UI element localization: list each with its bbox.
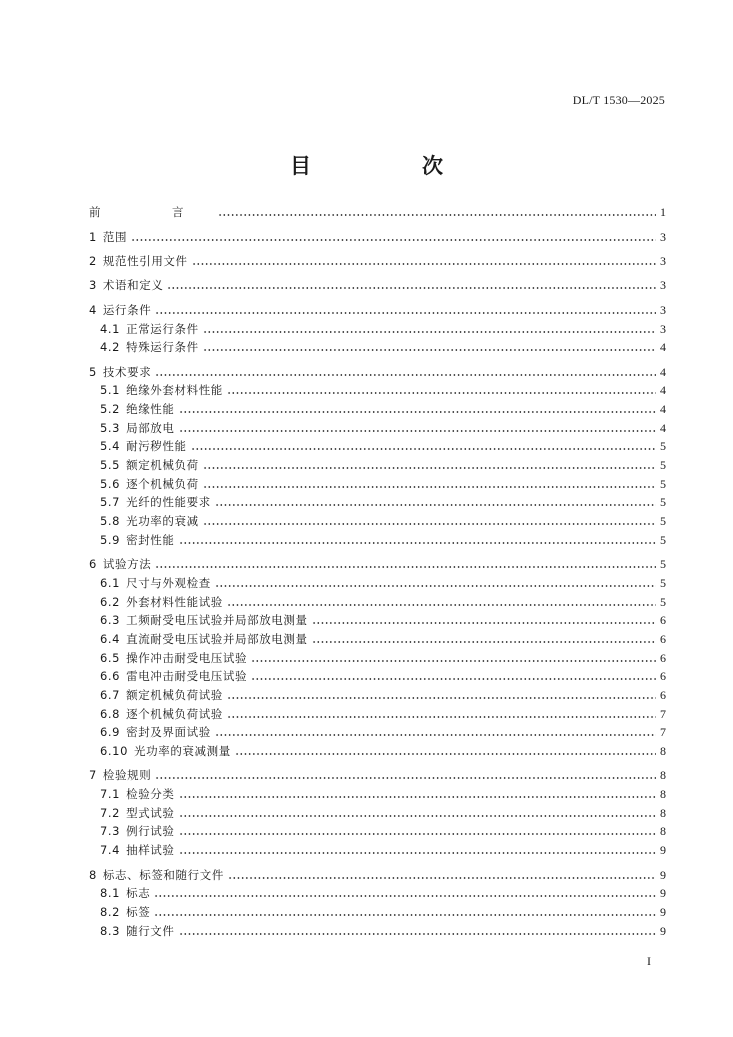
toc-entry[interactable] xyxy=(89,381,666,400)
toc-entry-page: 9 xyxy=(660,923,666,938)
toc-entry-page: 1 xyxy=(660,205,666,220)
toc-entry-number: 5.4 xyxy=(100,439,121,454)
dot-leader xyxy=(227,696,656,700)
toc-entry-title: 额定机械负荷 xyxy=(126,458,199,473)
toc-entry-page: 4 xyxy=(660,364,666,379)
toc-entry-label xyxy=(100,707,223,721)
toc-entry-label xyxy=(100,824,175,838)
toc-entry-title: 绝缘外套材料性能 xyxy=(126,383,223,398)
toc-entry-title: 额定机械负荷试验 xyxy=(126,687,223,702)
toc-entry-label xyxy=(89,230,127,244)
toc-entry[interactable] xyxy=(89,362,666,381)
toc-entry-number: 6.3 xyxy=(100,613,121,628)
toc-entry-page: 9 xyxy=(660,904,666,919)
toc-entry-label xyxy=(100,688,223,702)
toc-entry-label xyxy=(100,458,199,472)
toc-entry-number: 2 xyxy=(89,254,97,269)
toc-entry-number: 5.1 xyxy=(100,383,121,398)
toc-entry-page: 5 xyxy=(660,476,666,491)
toc-entry-number: 5.3 xyxy=(100,420,121,435)
toc-entry-title: 光功率的衰减测量 xyxy=(134,744,231,759)
toc-entry-label xyxy=(100,744,231,758)
toc-entry-number: 6.8 xyxy=(100,706,121,721)
toc-entry[interactable] xyxy=(89,227,666,246)
dot-leader xyxy=(179,795,657,799)
toc-entry-title: 直流耐受电压试验并局部放电测量 xyxy=(126,631,308,646)
dot-leader xyxy=(203,522,656,526)
toc-entry[interactable] xyxy=(89,301,666,320)
toc-entry-number: 6.7 xyxy=(100,687,121,702)
dot-leader xyxy=(312,621,656,625)
toc-entry-label xyxy=(89,254,188,268)
toc-entry-label xyxy=(100,843,175,857)
toc-entry[interactable] xyxy=(89,742,666,761)
dot-leader xyxy=(251,659,656,663)
toc-entry-title: 标志 xyxy=(126,886,151,901)
toc-entry[interactable] xyxy=(89,493,666,512)
toc-entry-label xyxy=(89,205,214,219)
toc-entry-number: 6.6 xyxy=(100,669,121,684)
toc-entry-page: 5 xyxy=(660,557,666,572)
toc-entry-title: 标志、标签和随行文件 xyxy=(102,867,224,882)
toc-entry-label xyxy=(89,557,151,571)
dot-leader xyxy=(155,311,656,315)
toc-entry-number: 6.2 xyxy=(100,594,121,609)
toc-entry[interactable] xyxy=(89,704,666,723)
toc-entry[interactable] xyxy=(89,630,666,649)
toc-entry[interactable] xyxy=(89,418,666,437)
toc-entry-label xyxy=(100,905,150,919)
toc-entry-number: 6.4 xyxy=(100,631,121,646)
toc-entry-title: 试验方法 xyxy=(102,557,152,572)
dot-leader xyxy=(227,715,656,719)
toc-entry[interactable] xyxy=(89,667,666,686)
toc-entry-label xyxy=(100,725,211,739)
toc-entry-label xyxy=(100,533,175,547)
toc-entry-number: 6.9 xyxy=(100,725,121,740)
toc-entry-label xyxy=(89,303,151,317)
toc-entry-number: 7.4 xyxy=(100,843,121,858)
toc-entry-title: 操作冲击耐受电压试验 xyxy=(126,650,248,665)
toc-entry[interactable] xyxy=(89,648,666,667)
toc-entry[interactable] xyxy=(89,319,666,338)
toc-entry[interactable] xyxy=(89,592,666,611)
toc-entry[interactable] xyxy=(89,803,666,822)
toc-entry-page: 8 xyxy=(660,824,666,839)
toc-entry-title: 抽样试验 xyxy=(126,843,175,858)
toc-entry-number: 4.1 xyxy=(100,321,121,336)
toc-entry-title: 外套材料性能试验 xyxy=(126,594,223,609)
toc-entry-label xyxy=(100,421,175,435)
toc-entry-title: 前 言 xyxy=(89,205,214,220)
toc-entry-title: 工频耐受电压试验并局部放电测量 xyxy=(126,613,308,628)
dot-leader xyxy=(312,640,656,644)
dot-leader xyxy=(203,330,656,334)
toc-entry-page: 5 xyxy=(660,514,666,529)
dot-leader xyxy=(179,429,657,433)
toc-entry-title: 密封性能 xyxy=(126,532,175,547)
dot-leader xyxy=(191,447,656,451)
toc-entry-page: 5 xyxy=(660,594,666,609)
toc-entry[interactable] xyxy=(89,723,666,742)
toc-entry-title: 检验规则 xyxy=(102,768,152,783)
toc-entry-label xyxy=(100,669,247,683)
toc-entry-title: 雷电冲击耐受电压试验 xyxy=(126,669,248,684)
toc-entry-page: 5 xyxy=(660,439,666,454)
toc-entry-title: 特殊运行条件 xyxy=(126,340,199,355)
dot-leader xyxy=(179,410,657,414)
toc-entry-page: 6 xyxy=(660,613,666,628)
dot-leader xyxy=(203,466,656,470)
toc-entry-page: 6 xyxy=(660,650,666,665)
toc-entry[interactable] xyxy=(89,903,666,922)
toc-entry-label xyxy=(100,495,211,509)
dot-leader xyxy=(215,584,656,588)
toc-entry[interactable] xyxy=(89,611,666,630)
toc-entry-page: 3 xyxy=(660,229,666,244)
toc-entry-title: 运行条件 xyxy=(102,302,152,317)
toc-entry-title: 绝缘性能 xyxy=(126,401,175,416)
toc-entry-page: 4 xyxy=(660,401,666,416)
toc-entry-label xyxy=(100,402,175,416)
toc-entry-page: 4 xyxy=(660,383,666,398)
toc-entry-number: 5.6 xyxy=(100,476,121,491)
toc-entry-number: 8.3 xyxy=(100,923,121,938)
toc-entry-number: 5.8 xyxy=(100,514,121,529)
toc-entry[interactable] xyxy=(89,203,666,222)
toc-entry-title: 尺寸与外观检查 xyxy=(126,575,211,590)
toc-entry[interactable] xyxy=(89,400,666,419)
toc-entry-number: 5.2 xyxy=(100,401,121,416)
toc-entry-title: 随行文件 xyxy=(126,923,175,938)
toc-entry-page: 3 xyxy=(660,278,666,293)
toc-entry-page: 4 xyxy=(660,420,666,435)
dot-leader xyxy=(155,373,656,377)
toc-entry-number: 6.5 xyxy=(100,650,121,665)
dot-leader xyxy=(154,894,656,898)
toc-entry[interactable] xyxy=(89,512,666,531)
dot-leader xyxy=(218,213,657,217)
toc-entry-title: 耐污秽性能 xyxy=(126,439,187,454)
toc-entry-page: 6 xyxy=(660,631,666,646)
toc-entry-number: 5.5 xyxy=(100,458,121,473)
toc-entry-number: 6 xyxy=(89,557,97,572)
toc-entry-label xyxy=(89,768,151,782)
toc-entry-title: 范围 xyxy=(102,229,128,244)
toc-entry-page: 9 xyxy=(660,843,666,858)
dot-leader xyxy=(227,391,656,395)
toc-entry[interactable] xyxy=(89,785,666,804)
toc-entry-page: 9 xyxy=(660,886,666,901)
toc-entry-label xyxy=(100,340,199,354)
toc-entry[interactable] xyxy=(89,865,666,884)
toc-entry-number: 8.1 xyxy=(100,886,121,901)
toc-entry-label xyxy=(89,868,224,882)
dot-leader xyxy=(155,776,656,780)
toc-entry[interactable] xyxy=(89,822,666,841)
toc-entry-title: 逐个机械负荷试验 xyxy=(126,706,223,721)
dot-leader xyxy=(251,677,656,681)
toc-entry-title: 正常运行条件 xyxy=(126,321,199,336)
toc-entry-label xyxy=(100,477,199,491)
toc-entry[interactable] xyxy=(89,686,666,705)
toc-entry-number: 3 xyxy=(89,278,97,293)
dot-leader xyxy=(227,603,656,607)
toc-entry-page: 5 xyxy=(660,575,666,590)
toc-entry-number: 7 xyxy=(89,768,97,783)
dot-leader xyxy=(203,348,656,352)
toc-entry-label xyxy=(100,886,150,900)
toc-entry-number: 5.7 xyxy=(100,495,121,510)
toc-entry-title: 技术要求 xyxy=(102,364,152,379)
toc-entry-label xyxy=(89,278,163,292)
toc-entry-label xyxy=(100,576,211,590)
dot-leader xyxy=(235,752,656,756)
toc-entry-number: 8.2 xyxy=(100,904,121,919)
dot-leader xyxy=(179,814,657,818)
toc-entry-label xyxy=(100,383,223,397)
page-title: 目 次 xyxy=(290,154,488,178)
toc-entry-page: 8 xyxy=(660,805,666,820)
toc-entry-title: 型式试验 xyxy=(126,805,175,820)
toc-entry-number: 7.2 xyxy=(100,805,121,820)
toc-entry[interactable] xyxy=(89,338,666,357)
dot-leader xyxy=(179,851,657,855)
dot-leader xyxy=(154,913,656,917)
toc-entry-title: 局部放电 xyxy=(126,420,175,435)
table-of-contents xyxy=(89,203,666,940)
toc-entry-number: 6.1 xyxy=(100,575,121,590)
toc-entry-page: 3 xyxy=(660,302,666,317)
toc-entry-label xyxy=(100,514,199,528)
toc-entry[interactable] xyxy=(89,841,666,860)
dot-leader xyxy=(228,876,656,880)
toc-entry-page: 5 xyxy=(660,532,666,547)
dot-leader xyxy=(155,565,656,569)
toc-entry-title: 密封及界面试验 xyxy=(126,725,211,740)
toc-entry-number: 7.3 xyxy=(100,824,121,839)
dot-leader xyxy=(131,238,656,242)
toc-entry-page: 9 xyxy=(660,867,666,882)
toc-entry-title: 术语和定义 xyxy=(102,278,164,293)
toc-entry-label xyxy=(100,632,308,646)
toc-entry-page: 8 xyxy=(660,768,666,783)
toc-entry[interactable] xyxy=(89,530,666,549)
toc-entry[interactable] xyxy=(89,252,666,271)
dot-leader xyxy=(192,262,656,266)
dot-leader xyxy=(179,541,657,545)
toc-entry-title: 检验分类 xyxy=(126,787,175,802)
toc-entry-page: 8 xyxy=(660,787,666,802)
toc-entry-label xyxy=(100,651,247,665)
document-code: DL/T 1530—2025 xyxy=(572,93,665,107)
dot-leader xyxy=(167,286,656,290)
toc-entry-label xyxy=(100,595,223,609)
toc-entry-page: 6 xyxy=(660,669,666,684)
toc-entry-number: 4.2 xyxy=(100,340,121,355)
toc-entry-label xyxy=(89,365,151,379)
toc-entry-page: 7 xyxy=(660,725,666,740)
toc-entry[interactable] xyxy=(89,766,666,785)
toc-entry-page: 6 xyxy=(660,687,666,702)
toc-entry-title: 逐个机械负荷 xyxy=(126,476,199,491)
toc-entry-label xyxy=(100,322,199,336)
toc-entry-number: 8 xyxy=(89,867,97,882)
toc-entry-number: 5.9 xyxy=(100,532,121,547)
toc-entry-title: 规范性引用文件 xyxy=(102,254,188,269)
dot-leader xyxy=(179,932,657,936)
toc-entry-page: 7 xyxy=(660,706,666,721)
toc-entry-title: 标签 xyxy=(126,904,151,919)
toc-entry-number: 5 xyxy=(89,364,97,379)
toc-entry-label xyxy=(100,787,175,801)
dot-leader xyxy=(215,733,656,737)
toc-entry-label xyxy=(100,924,175,938)
toc-entry-label xyxy=(100,439,187,453)
toc-entry-page: 3 xyxy=(660,254,666,269)
dot-leader xyxy=(203,485,656,489)
toc-entry-title: 光功率的衰减 xyxy=(126,514,199,529)
toc-entry-title: 例行试验 xyxy=(126,824,175,839)
toc-entry-page: 5 xyxy=(660,458,666,473)
toc-entry[interactable] xyxy=(89,456,666,475)
toc-entry-label xyxy=(100,613,308,627)
toc-entry[interactable] xyxy=(89,474,666,493)
toc-entry[interactable] xyxy=(89,921,666,940)
toc-entry[interactable] xyxy=(89,884,666,903)
toc-entry-number: 7.1 xyxy=(100,787,121,802)
toc-entry-number: 6.10 xyxy=(100,744,129,759)
toc-entry[interactable] xyxy=(89,437,666,456)
toc-entry-page: 4 xyxy=(660,340,666,355)
toc-entry-title: 光纤的性能要求 xyxy=(126,495,211,510)
toc-entry[interactable] xyxy=(89,276,666,295)
dot-leader xyxy=(179,832,657,836)
dot-leader xyxy=(215,503,656,507)
page-number: I xyxy=(647,954,651,968)
toc-entry-page: 3 xyxy=(660,321,666,336)
toc-entry-number: 4 xyxy=(89,302,97,317)
toc-entry-number: 1 xyxy=(89,229,97,244)
toc-entry-page: 8 xyxy=(660,744,666,759)
toc-entry[interactable] xyxy=(89,574,666,593)
toc-entry-page: 5 xyxy=(660,495,666,510)
toc-entry[interactable] xyxy=(89,555,666,574)
toc-entry-label xyxy=(100,806,175,820)
